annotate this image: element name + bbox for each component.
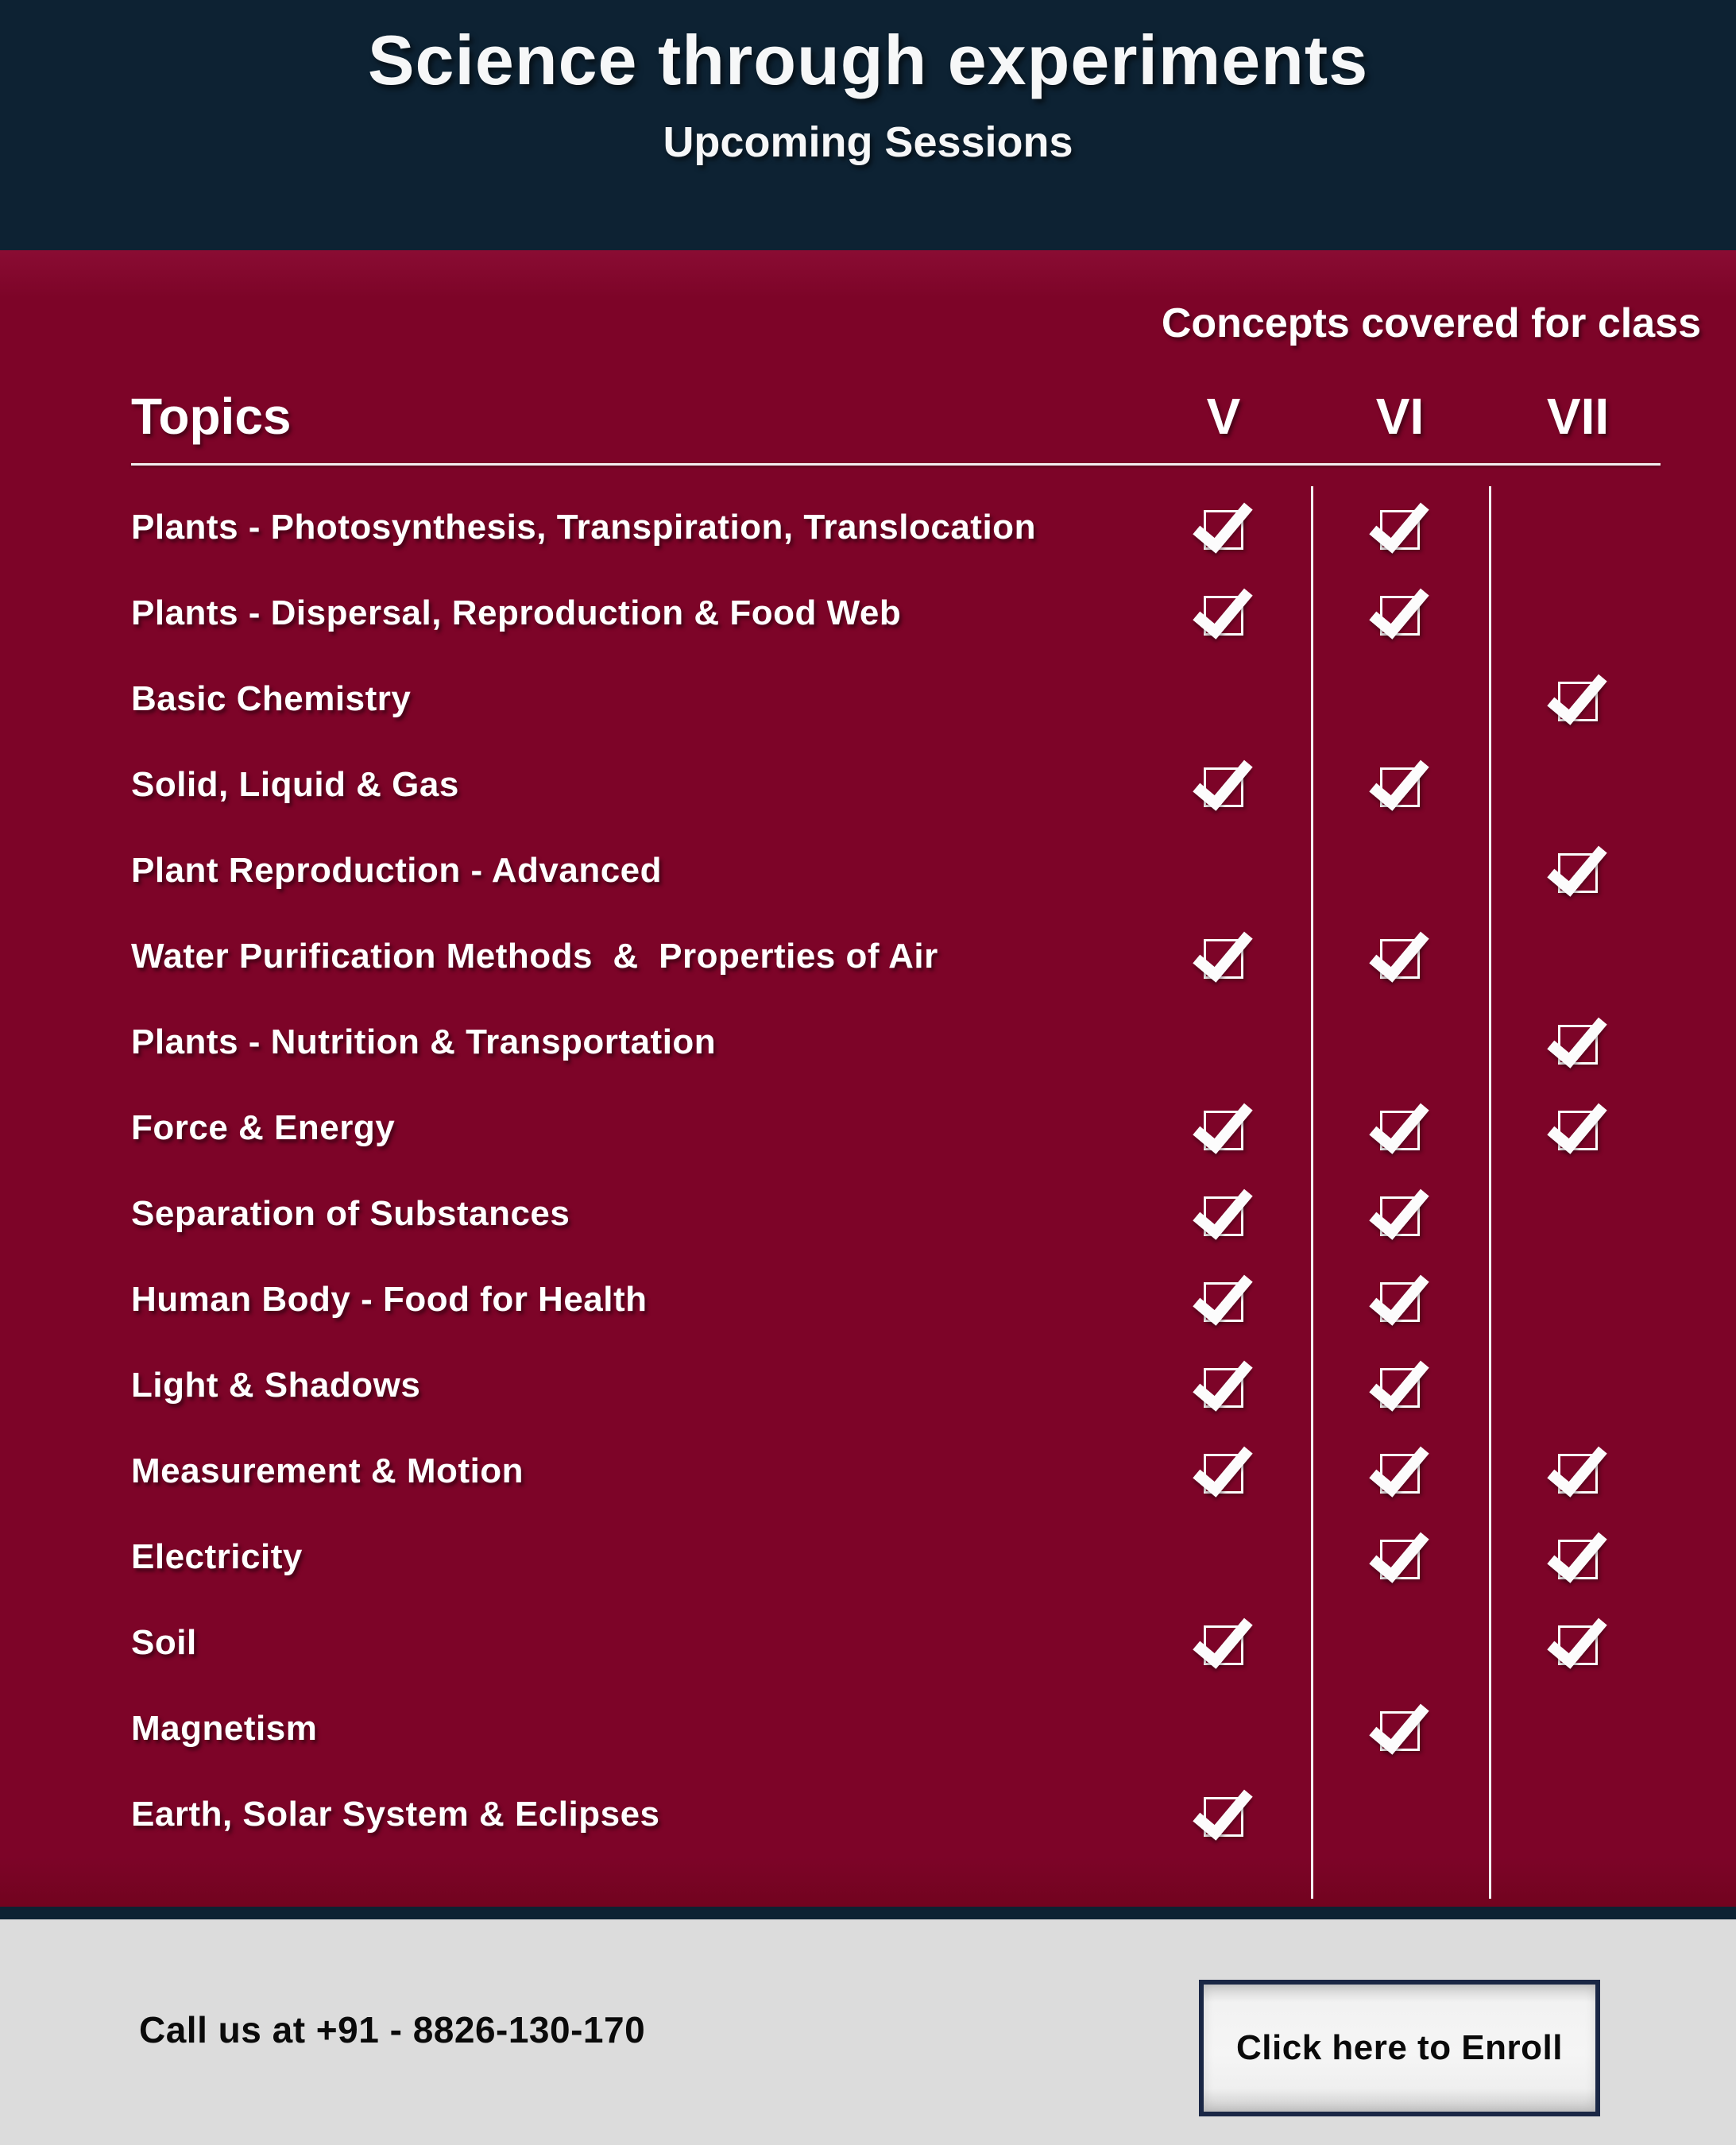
class-vi-cell xyxy=(1311,485,1489,570)
checkbox-checked-icon xyxy=(1380,1282,1420,1322)
class-v-cell xyxy=(1136,570,1311,656)
class-vi-cell xyxy=(1311,914,1489,999)
class-vi-cell xyxy=(1311,1514,1489,1600)
class-vii-cell xyxy=(1489,999,1667,1085)
class-vii-cell xyxy=(1489,1257,1667,1343)
class-vii-cell xyxy=(1489,656,1667,742)
topic-label: Plant Reproduction - Advanced xyxy=(131,851,663,890)
topics-column-header: Topics xyxy=(131,388,292,445)
class-vi-cell xyxy=(1311,1772,1489,1857)
checkbox-checked-icon xyxy=(1380,1711,1420,1751)
checkbox-checked-icon xyxy=(1204,1368,1243,1408)
table-row xyxy=(131,1600,1667,1686)
class-v-cell xyxy=(1136,1171,1311,1257)
topic-label: Solid, Liquid & Gas xyxy=(131,765,459,804)
checkbox-checked-icon xyxy=(1204,767,1243,807)
table-row xyxy=(131,1171,1667,1257)
class-v-cell xyxy=(1136,1085,1311,1171)
class-vii-cell xyxy=(1489,1686,1667,1772)
class-vii-cell xyxy=(1489,1600,1667,1686)
concepts-covered-header: Concepts covered for class xyxy=(1161,300,1701,346)
class-vii-cell xyxy=(1489,1772,1667,1857)
class-v-cell xyxy=(1136,1428,1311,1514)
checkbox-checked-icon xyxy=(1558,1025,1598,1065)
table-row xyxy=(131,828,1667,914)
checkbox-checked-icon xyxy=(1380,596,1420,636)
table-row xyxy=(131,1085,1667,1171)
footer-divider-strip xyxy=(0,1907,1736,1919)
class-vi-cell xyxy=(1311,1600,1489,1686)
class-v-cell xyxy=(1136,485,1311,570)
class-vi-cell xyxy=(1311,999,1489,1085)
topic-label: Soil xyxy=(131,1623,197,1662)
checkbox-checked-icon xyxy=(1204,1196,1243,1236)
class-v-column-header: V xyxy=(1206,388,1241,445)
class-vi-cell xyxy=(1311,1428,1489,1514)
class-vi-cell xyxy=(1311,1257,1489,1343)
class-v-cell xyxy=(1136,999,1311,1085)
class-v-cell xyxy=(1136,656,1311,742)
checkbox-checked-icon xyxy=(1558,1625,1598,1665)
class-vi-cell xyxy=(1311,1343,1489,1428)
table-row xyxy=(131,1428,1667,1514)
class-v-cell xyxy=(1136,1686,1311,1772)
class-vii-cell xyxy=(1489,914,1667,999)
table-row xyxy=(131,570,1667,656)
footer-bar xyxy=(0,1919,1736,2145)
checkbox-checked-icon xyxy=(1558,1111,1598,1150)
class-vi-cell xyxy=(1311,742,1489,828)
checkbox-checked-icon xyxy=(1380,1111,1420,1150)
checkbox-checked-icon xyxy=(1558,682,1598,721)
class-vii-cell xyxy=(1489,828,1667,914)
checkbox-checked-icon xyxy=(1380,1196,1420,1236)
class-vii-column-header: VII xyxy=(1546,388,1610,445)
class-vii-cell xyxy=(1489,1085,1667,1171)
class-v-cell xyxy=(1136,914,1311,999)
table-row xyxy=(131,999,1667,1085)
table-row xyxy=(131,1686,1667,1772)
phone-contact-text: Call us at +91 - 8826-130-170 xyxy=(139,2009,646,2050)
topic-label: Light & Shadows xyxy=(131,1366,421,1405)
class-vii-cell xyxy=(1489,1428,1667,1514)
checkbox-checked-icon xyxy=(1204,596,1243,636)
class-vi-cell xyxy=(1311,656,1489,742)
table-row xyxy=(131,1257,1667,1343)
class-vii-cell xyxy=(1489,1343,1667,1428)
topic-label: Earth, Solar System & Eclipses xyxy=(131,1795,660,1834)
class-v-cell xyxy=(1136,1257,1311,1343)
class-v-cell xyxy=(1136,1600,1311,1686)
class-vi-column-header: VI xyxy=(1375,388,1425,445)
topic-label: Plants - Dispersal, Reproduction & Food Web xyxy=(131,593,902,632)
table-row xyxy=(131,1343,1667,1428)
class-v-cell xyxy=(1136,742,1311,828)
checkbox-checked-icon xyxy=(1558,853,1598,893)
topics-table-section xyxy=(0,250,1736,1907)
topic-label: Plants - Nutrition & Transportation xyxy=(131,1022,717,1061)
checkbox-checked-icon xyxy=(1204,1282,1243,1322)
checkbox-checked-icon xyxy=(1380,939,1420,979)
class-vii-cell xyxy=(1489,742,1667,828)
topic-label: Plants - Photosynthesis, Transpiration, Translocation xyxy=(131,508,1036,547)
checkbox-checked-icon xyxy=(1380,510,1420,550)
checkbox-checked-icon xyxy=(1558,1454,1598,1494)
topic-label: Human Body - Food for Health xyxy=(131,1280,648,1319)
table-row xyxy=(131,742,1667,828)
enroll-button-label: Click here to Enroll xyxy=(1236,2028,1563,2067)
header-divider-line xyxy=(131,463,1661,466)
checkbox-checked-icon xyxy=(1204,510,1243,550)
topics-table-body xyxy=(131,485,1667,1857)
checkbox-checked-icon xyxy=(1204,1454,1243,1494)
class-vii-cell xyxy=(1489,1171,1667,1257)
checkbox-checked-icon xyxy=(1204,1797,1243,1837)
checkbox-checked-icon xyxy=(1380,1540,1420,1579)
checkbox-checked-icon xyxy=(1204,1625,1243,1665)
table-row xyxy=(131,1514,1667,1600)
checkbox-checked-icon xyxy=(1204,939,1243,979)
class-vi-cell xyxy=(1311,828,1489,914)
topic-label: Force & Energy xyxy=(131,1108,396,1147)
header-banner xyxy=(0,0,1736,250)
class-vi-cell xyxy=(1311,1686,1489,1772)
checkbox-checked-icon xyxy=(1380,767,1420,807)
class-v-cell xyxy=(1136,1772,1311,1857)
class-vi-cell xyxy=(1311,570,1489,656)
class-v-cell xyxy=(1136,1514,1311,1600)
checkbox-checked-icon xyxy=(1380,1454,1420,1494)
enroll-button[interactable] xyxy=(1199,1980,1600,2116)
table-row xyxy=(131,656,1667,742)
table-column-headers xyxy=(131,387,1667,446)
table-row xyxy=(131,485,1667,570)
table-row xyxy=(131,914,1667,999)
checkbox-checked-icon xyxy=(1204,1111,1243,1150)
page-subtitle: Upcoming Sessions xyxy=(663,118,1073,167)
page-title: Science through experiments xyxy=(367,21,1369,99)
topic-label: Basic Chemistry xyxy=(131,679,412,718)
class-vi-cell xyxy=(1311,1171,1489,1257)
class-v-cell xyxy=(1136,828,1311,914)
checkbox-checked-icon xyxy=(1380,1368,1420,1408)
class-vii-cell xyxy=(1489,485,1667,570)
topic-label: Water Purification Methods & Properties of Air xyxy=(131,937,938,976)
class-vi-cell xyxy=(1311,1085,1489,1171)
class-vii-cell xyxy=(1489,570,1667,656)
class-v-cell xyxy=(1136,1343,1311,1428)
topic-label: Magnetism xyxy=(131,1709,318,1748)
topic-label: Separation of Substances xyxy=(131,1194,570,1233)
checkbox-checked-icon xyxy=(1558,1540,1598,1579)
class-vii-cell xyxy=(1489,1514,1667,1600)
topic-label: Measurement & Motion xyxy=(131,1451,524,1490)
topic-label: Electricity xyxy=(131,1537,303,1576)
table-row xyxy=(131,1772,1667,1857)
